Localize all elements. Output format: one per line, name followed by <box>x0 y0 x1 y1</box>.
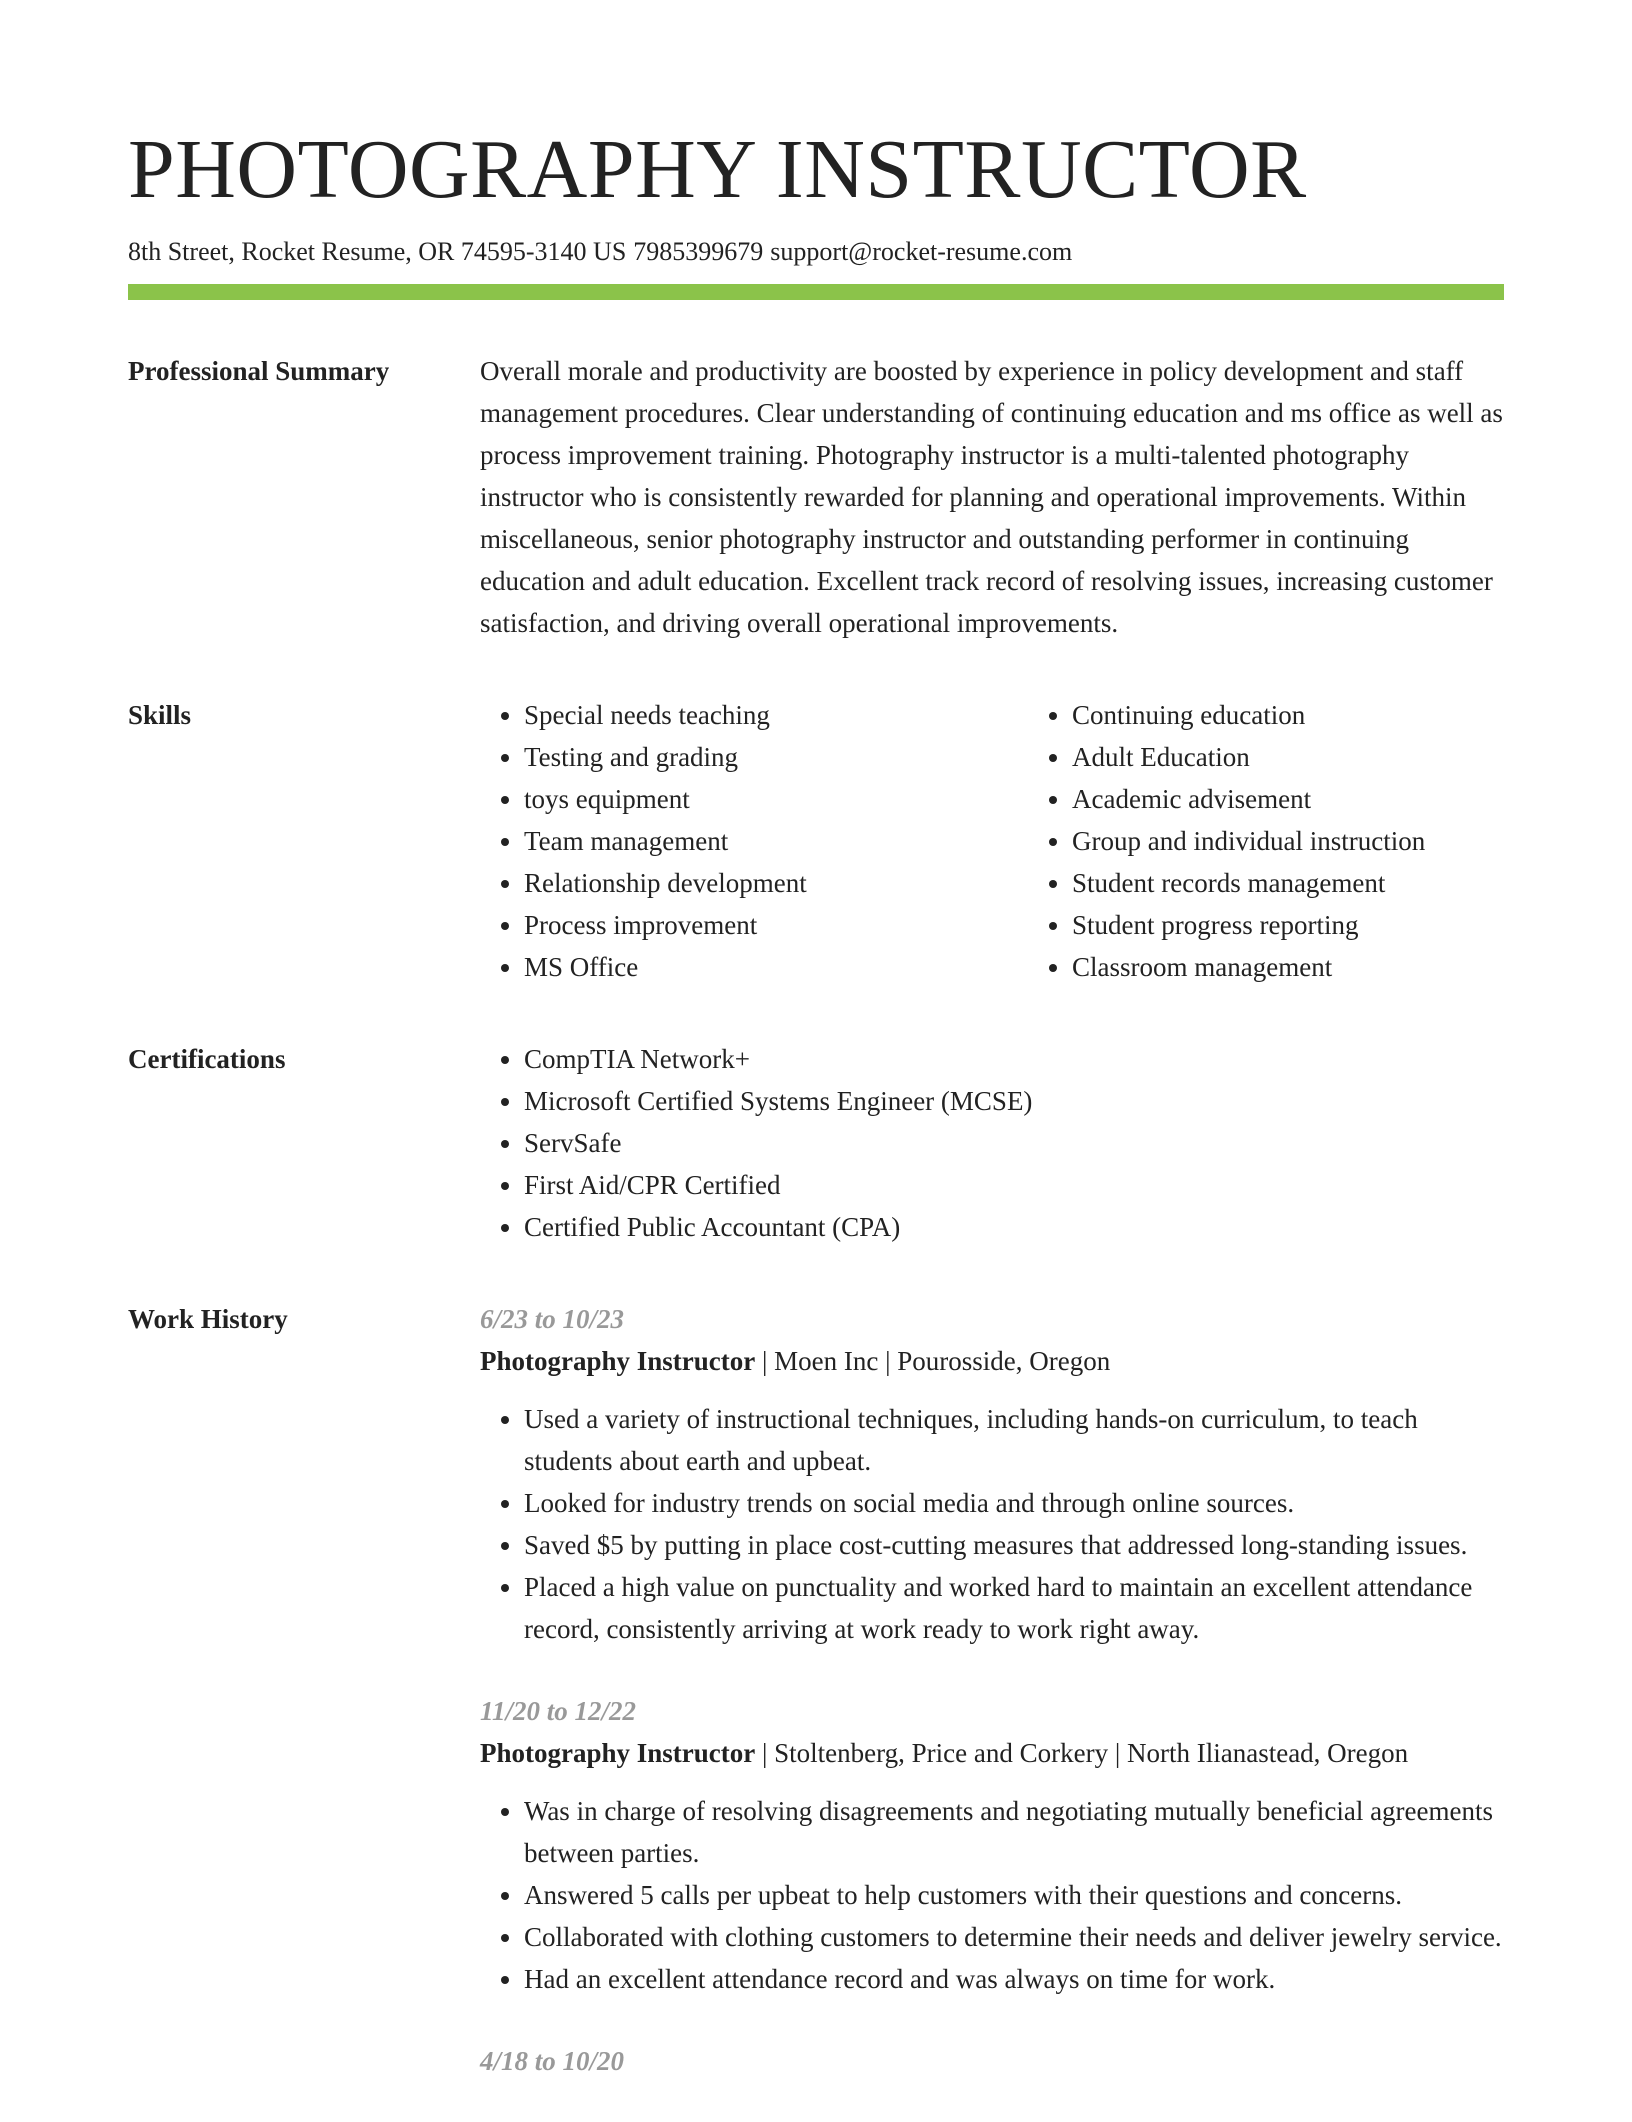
job-dates: 11/20 to 12/22 <box>480 1696 637 1726</box>
job-bullet: • Answered 5 calls per upbeat to help customers with their questions and concerns. <box>524 1874 1504 1916</box>
job-heading: Photography Instructor | Stoltenberg, Price and Corkery | North Ilianastead, Oregon <box>480 1738 1409 1768</box>
skill-item: • MS Office <box>524 946 1028 988</box>
job-dates: 4/18 to 10/20 <box>480 2046 625 2076</box>
skills-list-right <box>1028 694 1592 988</box>
certifications-list <box>480 1038 1504 1248</box>
contact-line <box>128 234 1504 270</box>
skill-item: • Team management <box>524 820 1028 862</box>
skills-list-left <box>480 694 1028 988</box>
certification-item: • First Aid/CPR Certified <box>524 1164 1504 1206</box>
job-dates: 6/23 to 10/23 <box>480 1304 625 1334</box>
job-location: Pourosside, Oregon <box>897 1346 1111 1376</box>
skill-item: • Relationship development <box>524 862 1028 904</box>
skills-section <box>128 694 1504 988</box>
job-bullet: • Used a variety of instructional techniques, including hands-on curriculum, to teach students about earth and upbeat. <box>524 1398 1504 1482</box>
skill-item: • Student progress reporting <box>1072 904 1592 946</box>
skill-item: • Testing and grading <box>524 736 1028 778</box>
section-label-skills: Skills <box>128 700 192 730</box>
skill-item: • Special needs teaching <box>524 694 1028 736</box>
job-entry <box>480 2040 1504 2082</box>
skill-item: • Continuing education <box>1072 694 1592 736</box>
summary-section <box>128 350 1504 644</box>
work-history-section <box>128 1298 1504 2122</box>
resume-page <box>128 120 1504 2122</box>
certifications-section <box>128 1038 1504 1248</box>
job-entry <box>480 1298 1504 1650</box>
section-label-certifications: Certifications <box>128 1044 286 1074</box>
job-company: Moen Inc <box>774 1346 879 1376</box>
skill-item: • Process improvement <box>524 904 1028 946</box>
job-bullet: • Placed a high value on punctuality and worked hard to maintain an excellent attendance record, consistently arriving at work ready to work right away. <box>524 1566 1504 1650</box>
skill-item: • Student records management <box>1072 862 1592 904</box>
contact-phone: 7985399679 <box>633 237 764 266</box>
job-entry <box>480 1690 1504 2000</box>
contact-email[interactable]: support@rocket-resume.com <box>770 237 1073 266</box>
skill-item: • Adult Education <box>1072 736 1592 778</box>
job-bullet: • Looked for industry trends on social media and through online sources. <box>524 1482 1504 1524</box>
skill-item: • Classroom management <box>1072 946 1592 988</box>
certification-item: • ServSafe <box>524 1122 1504 1164</box>
summary-text: Overall morale and productivity are boosted by experience in policy development and staff management procedures. Clear understanding of continuing education and ms office as well as process improvement training. Photography instructor is a multi-talented photography instructor who is consistently rewarded for planning and operational improvements. Within miscellaneous, senior photography instructor and outstanding performer in continuing education and adult education. Excellent track record of resolving issues, increasing customer satisfaction, and driving overall operational improvements. <box>480 356 1503 638</box>
job-bullet: • Had an excellent attendance record and was always on time for work. <box>524 1958 1504 2000</box>
skill-item: • Academic advisement <box>1072 778 1592 820</box>
certification-item: • Microsoft Certified Systems Engineer (MCSE) <box>524 1080 1504 1122</box>
skill-item: • toys equipment <box>524 778 1028 820</box>
job-title: Photography Instructor <box>480 1346 756 1376</box>
job-bullet-list <box>480 1790 1504 2000</box>
certification-item: • Certified Public Accountant (CPA) <box>524 1206 1504 1248</box>
contact-address: 8th Street, Rocket Resume, OR 74595-3140 US <box>128 237 627 266</box>
job-location: North Ilianastead, Oregon <box>1127 1738 1409 1768</box>
accent-divider <box>128 284 1504 300</box>
job-company: Stoltenberg, Price and Corkery <box>774 1738 1109 1768</box>
section-label-work-history: Work History <box>128 1304 288 1334</box>
resume-name: PHOTOGRAPHY INSTRUCTOR <box>128 123 1307 216</box>
job-heading: Photography Instructor | Moen Inc | Pourosside, Oregon <box>480 1346 1111 1376</box>
job-bullet: • Collaborated with clothing customers to determine their needs and deliver jewelry service. <box>524 1916 1504 1958</box>
skill-item: • Group and individual instruction <box>1072 820 1592 862</box>
job-bullet-list <box>480 1398 1504 1650</box>
job-bullet: • Was in charge of resolving disagreements and negotiating mutually beneficial agreements between parties. <box>524 1790 1504 1874</box>
certification-item: • CompTIA Network+ <box>524 1038 1504 1080</box>
section-label-summary: Professional Summary <box>128 356 390 386</box>
job-title: Photography Instructor <box>480 1738 756 1768</box>
job-bullet: • Saved $5 by putting in place cost-cutting measures that addressed long-standing issues. <box>524 1524 1504 1566</box>
